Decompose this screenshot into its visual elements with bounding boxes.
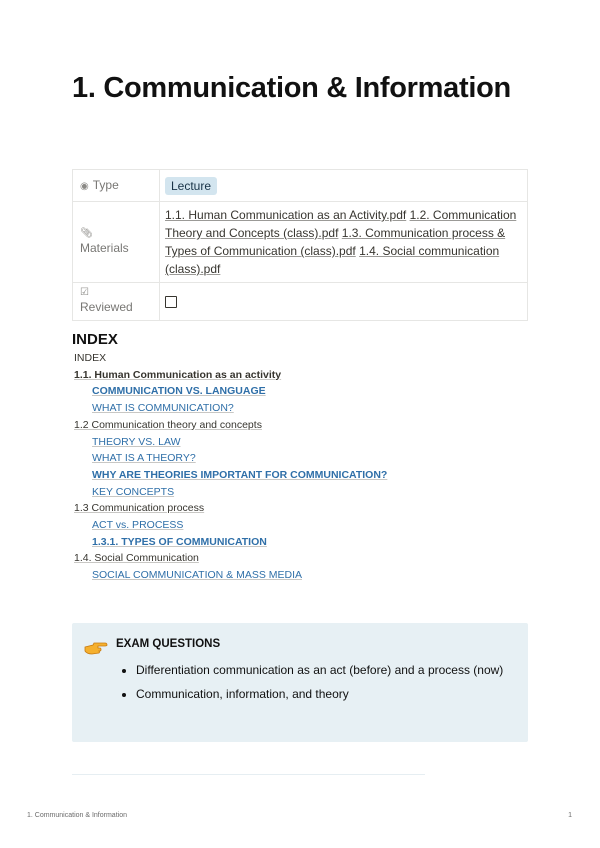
- toc-item[interactable]: [74, 367, 514, 384]
- toc-item-label: WHY ARE THEORIES IMPORTANT FOR COMMUNICATION?: [92, 468, 388, 481]
- type-tag[interactable]: Lecture: [165, 177, 217, 195]
- toc-item-label: 1.4. Social Communication: [74, 552, 199, 565]
- reviewed-label: Reviewed: [80, 300, 133, 314]
- property-value-reviewed: [160, 283, 528, 321]
- list-item: • Communication, information, and theory: [136, 685, 526, 703]
- page-number: 1: [568, 812, 572, 819]
- toc-item[interactable]: [74, 400, 514, 417]
- property-row-materials: [73, 202, 528, 283]
- material-link-4[interactable]: 1.4. Social communication (class).pdf: [165, 244, 500, 276]
- toc-item[interactable]: [74, 434, 514, 451]
- property-name-type: [73, 170, 160, 202]
- toc-item[interactable]: [74, 484, 514, 501]
- materials-label: Materials: [80, 240, 129, 255]
- toc-item[interactable]: [74, 500, 514, 517]
- property-name-reviewed: [73, 283, 160, 321]
- toc-item-label: SOCIAL COMMUNICATION & MASS MEDIA: [92, 569, 303, 582]
- toc-item[interactable]: [74, 567, 514, 584]
- list-item: • Differentiation communication as an act (before) and a process (now): [136, 661, 526, 679]
- toc-item[interactable]: [74, 450, 514, 467]
- toc-item: [74, 350, 514, 367]
- toc-item-label: ACT vs. PROCESS: [92, 519, 184, 532]
- checkbox-property-icon: ☑: [80, 287, 89, 298]
- toc-item[interactable]: [74, 550, 514, 567]
- property-row-reviewed: [73, 283, 528, 321]
- property-name-materials: [73, 202, 160, 283]
- material-link-3[interactable]: 1.3. Communication process & Types of Communication (class).pdf: [165, 226, 506, 258]
- footer-title: 1. Communication & Information: [27, 812, 127, 819]
- toc-item-label: WHAT IS COMMUNICATION?: [92, 402, 234, 415]
- type-icon: ◉: [80, 180, 89, 192]
- reviewed-checkbox[interactable]: [165, 296, 177, 308]
- type-label: Type: [92, 177, 119, 192]
- paperclip-icon: 📎︎: [80, 227, 93, 239]
- property-value-type: [160, 170, 528, 202]
- property-row-type: [73, 170, 528, 202]
- toc-item-label: 1.1. Human Communication as an activity: [74, 368, 282, 381]
- page-title: 1. Communication & Information: [72, 72, 511, 104]
- toc-item[interactable]: [74, 534, 514, 551]
- divider: [72, 774, 425, 775]
- pointing-hand-icon: [84, 641, 108, 655]
- exam-questions-callout: [72, 623, 528, 742]
- toc-item[interactable]: [74, 383, 514, 400]
- toc-item-label: KEY CONCEPTS: [92, 485, 175, 498]
- toc-item-label: 1.3 Communication process: [74, 502, 205, 515]
- toc-item[interactable]: [74, 417, 514, 434]
- toc-item-label: 1.2 Communication theory and concepts: [74, 418, 262, 431]
- toc-item[interactable]: [74, 517, 514, 534]
- index-heading: INDEX: [72, 331, 118, 348]
- material-link-1[interactable]: 1.1. Human Communication as an Activity.pdf: [165, 208, 407, 222]
- exam-questions-list: [116, 661, 526, 709]
- material-link-2[interactable]: 1.2. Communication Theory and Concepts (class).pdf: [165, 208, 517, 240]
- toc-item-label: THEORY VS. LAW: [92, 435, 181, 448]
- toc-item-label: WHAT IS A THEORY?: [92, 452, 196, 465]
- callout-title: EXAM QUESTIONS: [116, 638, 221, 650]
- table-of-contents: [74, 350, 514, 584]
- property-value-materials: [160, 202, 528, 283]
- toc-item-label: COMMUNICATION VS. LANGUAGE: [92, 385, 266, 398]
- toc-item-label: 1.3.1. TYPES OF COMMUNICATION: [92, 535, 267, 548]
- toc-item[interactable]: [74, 467, 514, 484]
- toc-item-label: INDEX: [74, 352, 107, 364]
- properties-table: [72, 169, 528, 321]
